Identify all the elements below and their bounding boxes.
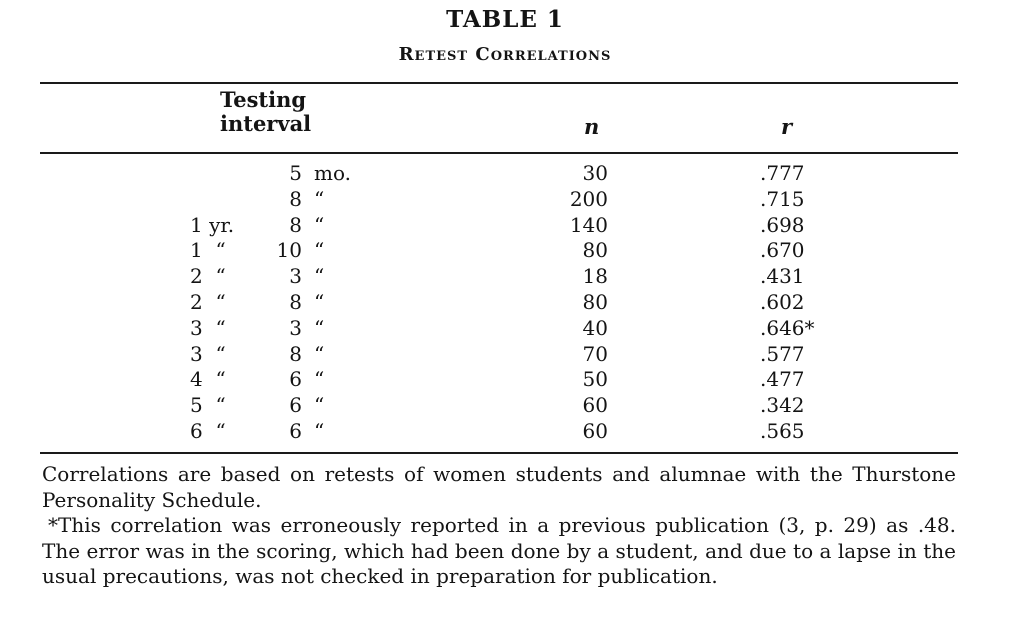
cell-years: 1 yr. bbox=[190, 212, 235, 237]
cell-months: 3 bbox=[289, 264, 302, 289]
cell-months: 8 bbox=[289, 186, 302, 211]
cell-r: .477 bbox=[760, 367, 805, 392]
table-row bbox=[0, 419, 1024, 445]
note-footnote: *This correlation was erroneously reported in a previous publication (3, p. 29) as .48. The error was in the scoring, which had been done by a student, and due to a lapse in the usual precautions, was not checked in preparation for publication. bbox=[42, 513, 956, 588]
cell-years: 5 “ bbox=[190, 393, 226, 418]
column-header-interval bbox=[220, 88, 311, 136]
cell-n: 40 bbox=[582, 315, 608, 340]
cell-r: .670 bbox=[760, 238, 805, 263]
table-notes bbox=[42, 462, 956, 590]
table-body bbox=[0, 161, 1024, 445]
column-header-n: n bbox=[584, 114, 600, 139]
cell-unit: “ bbox=[314, 238, 325, 263]
column-header-interval-line2: interval bbox=[220, 111, 312, 136]
cell-years: 3 “ bbox=[190, 315, 226, 340]
cell-n: 60 bbox=[582, 418, 608, 443]
table-row bbox=[0, 367, 1024, 393]
cell-n: 140 bbox=[569, 212, 608, 237]
table-row bbox=[0, 213, 1024, 239]
cell-months: 8 bbox=[289, 341, 302, 366]
cell-unit: “ bbox=[314, 212, 325, 237]
table-row bbox=[0, 290, 1024, 316]
cell-r: .431 bbox=[760, 264, 805, 289]
cell-r: .777 bbox=[760, 161, 805, 185]
cell-unit: mo. bbox=[314, 161, 352, 185]
table-row bbox=[0, 238, 1024, 264]
cell-years: 6 “ bbox=[190, 418, 226, 443]
cell-months: 6 bbox=[289, 367, 302, 392]
cell-months: 8 bbox=[289, 212, 302, 237]
cell-n: 30 bbox=[582, 161, 608, 185]
cell-unit: “ bbox=[314, 341, 325, 366]
cell-unit: “ bbox=[314, 418, 325, 443]
column-header-r: r bbox=[781, 114, 793, 139]
cell-years: 2 “ bbox=[190, 264, 226, 289]
note-general: Correlations are based on retests of women students and alumnae with the Thurstone Personality Schedule. bbox=[42, 462, 956, 512]
table-row bbox=[0, 264, 1024, 290]
cell-years: 4 “ bbox=[190, 367, 226, 392]
cell-unit: “ bbox=[314, 367, 325, 392]
cell-months: 6 bbox=[289, 418, 302, 443]
table-subtitle: Retest Correlations bbox=[398, 44, 612, 65]
cell-n: 50 bbox=[582, 367, 608, 392]
table-row bbox=[0, 187, 1024, 213]
table-row bbox=[0, 316, 1024, 342]
cell-n: 200 bbox=[569, 186, 608, 211]
cell-r: .715 bbox=[760, 186, 805, 211]
table-row bbox=[0, 161, 1024, 187]
cell-months: 8 bbox=[289, 289, 302, 314]
cell-years: 3 “ bbox=[190, 341, 226, 366]
cell-unit: “ bbox=[314, 393, 325, 418]
cell-n: 80 bbox=[582, 289, 608, 314]
column-header-interval-line1: Testing bbox=[220, 87, 307, 112]
cell-unit: “ bbox=[314, 186, 325, 211]
cell-r: .577 bbox=[760, 341, 805, 366]
cell-r: .698 bbox=[760, 212, 805, 237]
cell-unit: “ bbox=[314, 289, 325, 314]
cell-r: .565 bbox=[760, 418, 805, 443]
cell-n: 70 bbox=[582, 341, 608, 366]
table-row bbox=[0, 393, 1024, 419]
table-title: TABLE 1 bbox=[446, 6, 564, 33]
cell-months: 10 bbox=[276, 238, 302, 263]
cell-years: 1 “ bbox=[190, 238, 226, 263]
header-rule bbox=[40, 152, 958, 154]
cell-unit: “ bbox=[314, 264, 325, 289]
bottom-rule bbox=[40, 452, 958, 454]
cell-unit: “ bbox=[314, 315, 325, 340]
cell-years: 2 “ bbox=[190, 289, 226, 314]
cell-months: 3 bbox=[289, 315, 302, 340]
cell-n: 18 bbox=[582, 264, 608, 289]
cell-n: 60 bbox=[582, 393, 608, 418]
cell-months: 5 bbox=[289, 161, 302, 185]
top-rule bbox=[40, 82, 958, 84]
cell-months: 6 bbox=[289, 393, 302, 418]
cell-r: .646* bbox=[760, 315, 815, 340]
cell-r: .342 bbox=[760, 393, 805, 418]
cell-r: .602 bbox=[760, 289, 805, 314]
cell-n: 80 bbox=[582, 238, 608, 263]
table-row bbox=[0, 342, 1024, 368]
